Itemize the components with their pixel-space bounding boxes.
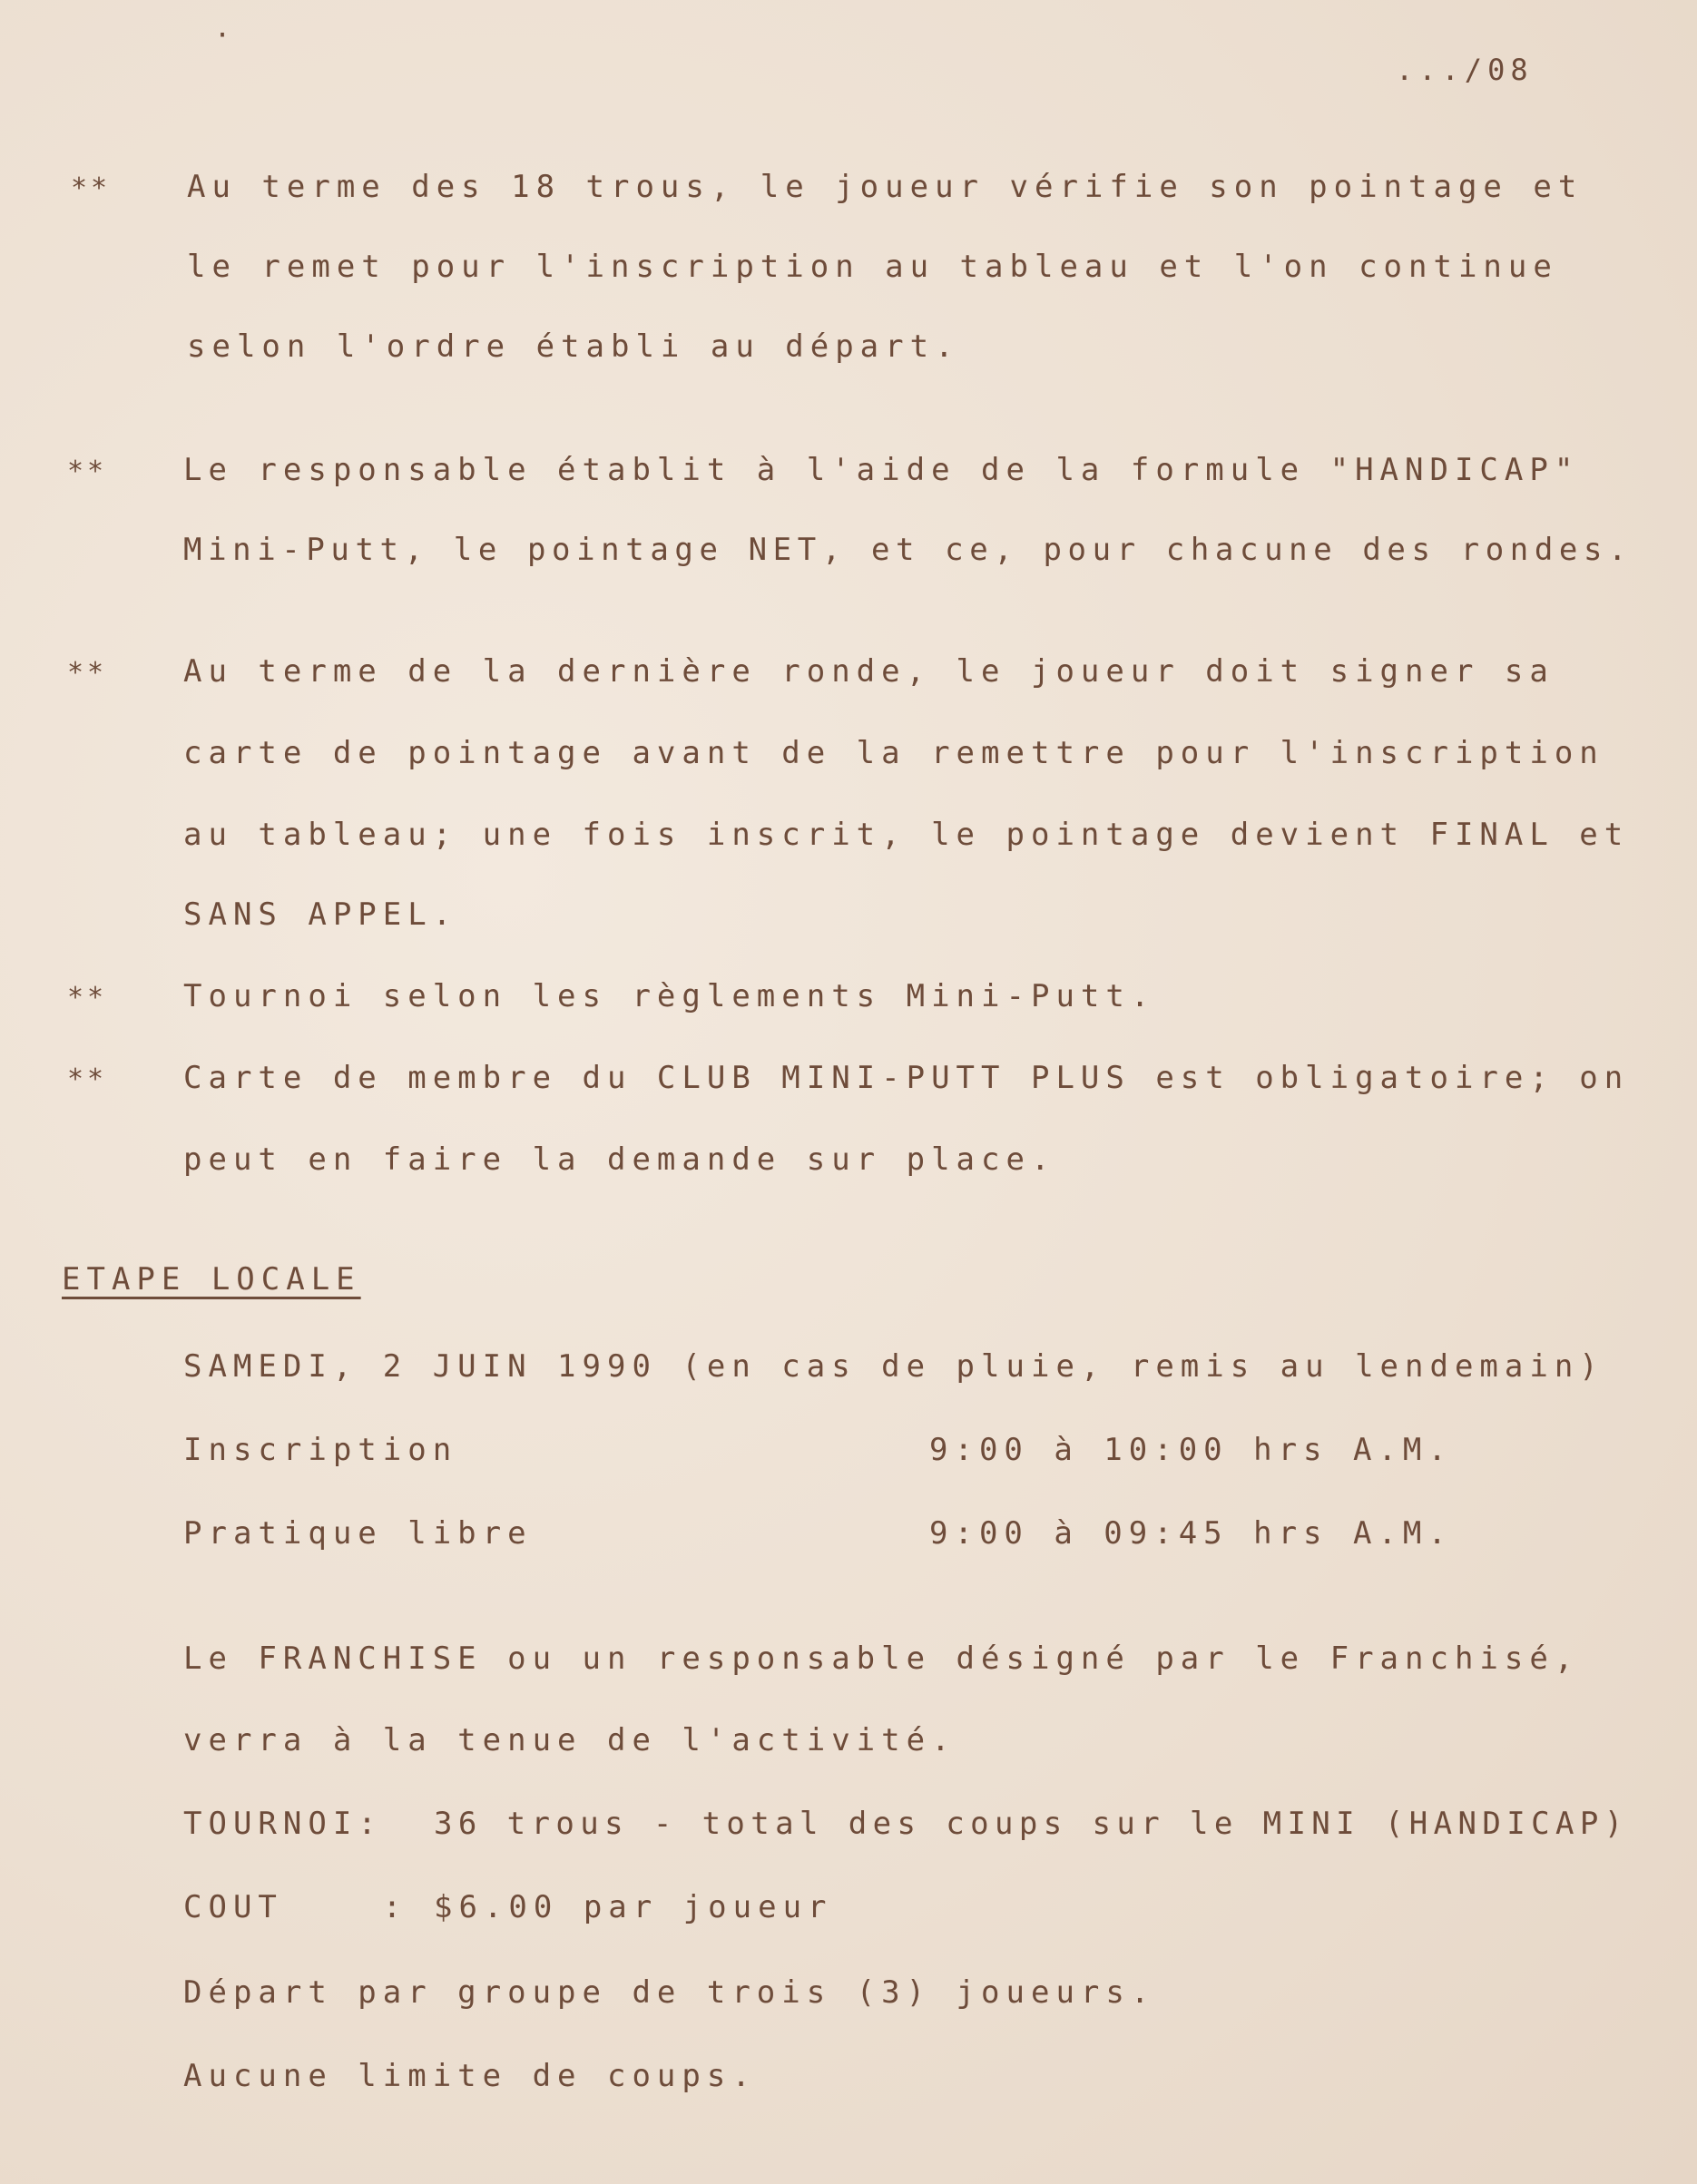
schedule-time-pratique: 9:00 à 09:45 hrs A.M. — [929, 1515, 1453, 1552]
tournoi-label: TOURNOI: — [183, 1806, 383, 1842]
bullet-1-line-3: selon l'ordre établi au départ. — [187, 328, 960, 365]
schedule-label-pratique: Pratique libre — [183, 1515, 533, 1552]
bullet-marker: ** — [67, 982, 108, 1014]
bullet-2-line-2: Mini-Putt, le pointage NET, et ce, pour chacune des rondes. — [183, 532, 1633, 568]
bullet-5-line-2: peut en faire la demande sur place. — [183, 1141, 1056, 1178]
bullet-1-line-1: Au terme des 18 trous, le joueur vérifie son pointage et — [187, 169, 1584, 205]
limite-line: Aucune limite de coups. — [183, 2058, 757, 2094]
bullet-marker: ** — [67, 1063, 108, 1095]
bullet-5-line-1: Carte de membre du CLUB MINI-PUTT PLUS est obligatoire; on — [183, 1060, 1630, 1096]
cout-value: $6.00 par joueur — [434, 1889, 833, 1925]
section-heading: ETAPE LOCALE — [62, 1261, 361, 1298]
franchise-line-2: verra à la tenue de l'activité. — [183, 1722, 956, 1758]
stray-mark: · — [214, 20, 231, 52]
page-number: .../08 — [1396, 53, 1534, 87]
bullet-marker: ** — [67, 657, 108, 689]
bullet-1-line-2: le remet pour l'inscription au tableau et l'on continue — [187, 249, 1558, 285]
bullet-marker: ** — [67, 455, 108, 487]
franchise-line-1: Le FRANCHISE ou un responsable désigné par le Franchisé, — [183, 1640, 1580, 1677]
bullet-3-line-3: au tableau; une fois inscrit, le pointage devient FINAL et — [183, 817, 1630, 853]
cout-label: COUT : — [183, 1889, 408, 1925]
tournoi-value: 36 trous - total des coups sur le MINI (HANDICAP) — [434, 1806, 1629, 1842]
bullet-3-line-2: carte de pointage avant de la remettre pour l'inscription — [183, 735, 1604, 771]
schedule-time-inscription: 9:00 à 10:00 hrs A.M. — [929, 1432, 1453, 1468]
bullet-4-line-1: Tournoi selon les règlements Mini-Putt. — [183, 978, 1156, 1014]
bullet-marker: ** — [71, 172, 112, 204]
schedule-label-inscription: Inscription — [183, 1432, 458, 1468]
bullet-3-line-1: Au terme de la dernière ronde, le joueur doit signer sa — [183, 653, 1555, 690]
bullet-3-line-4: SANS APPEL. — [183, 896, 458, 933]
depart-line: Départ par groupe de trois (3) joueurs. — [183, 1974, 1156, 2011]
date-line: SAMEDI, 2 JUIN 1990 (en cas de pluie, remis au lendemain) — [183, 1348, 1604, 1385]
bullet-2-line-1: Le responsable établit à l'aide de la formule "HANDICAP" — [183, 452, 1580, 488]
